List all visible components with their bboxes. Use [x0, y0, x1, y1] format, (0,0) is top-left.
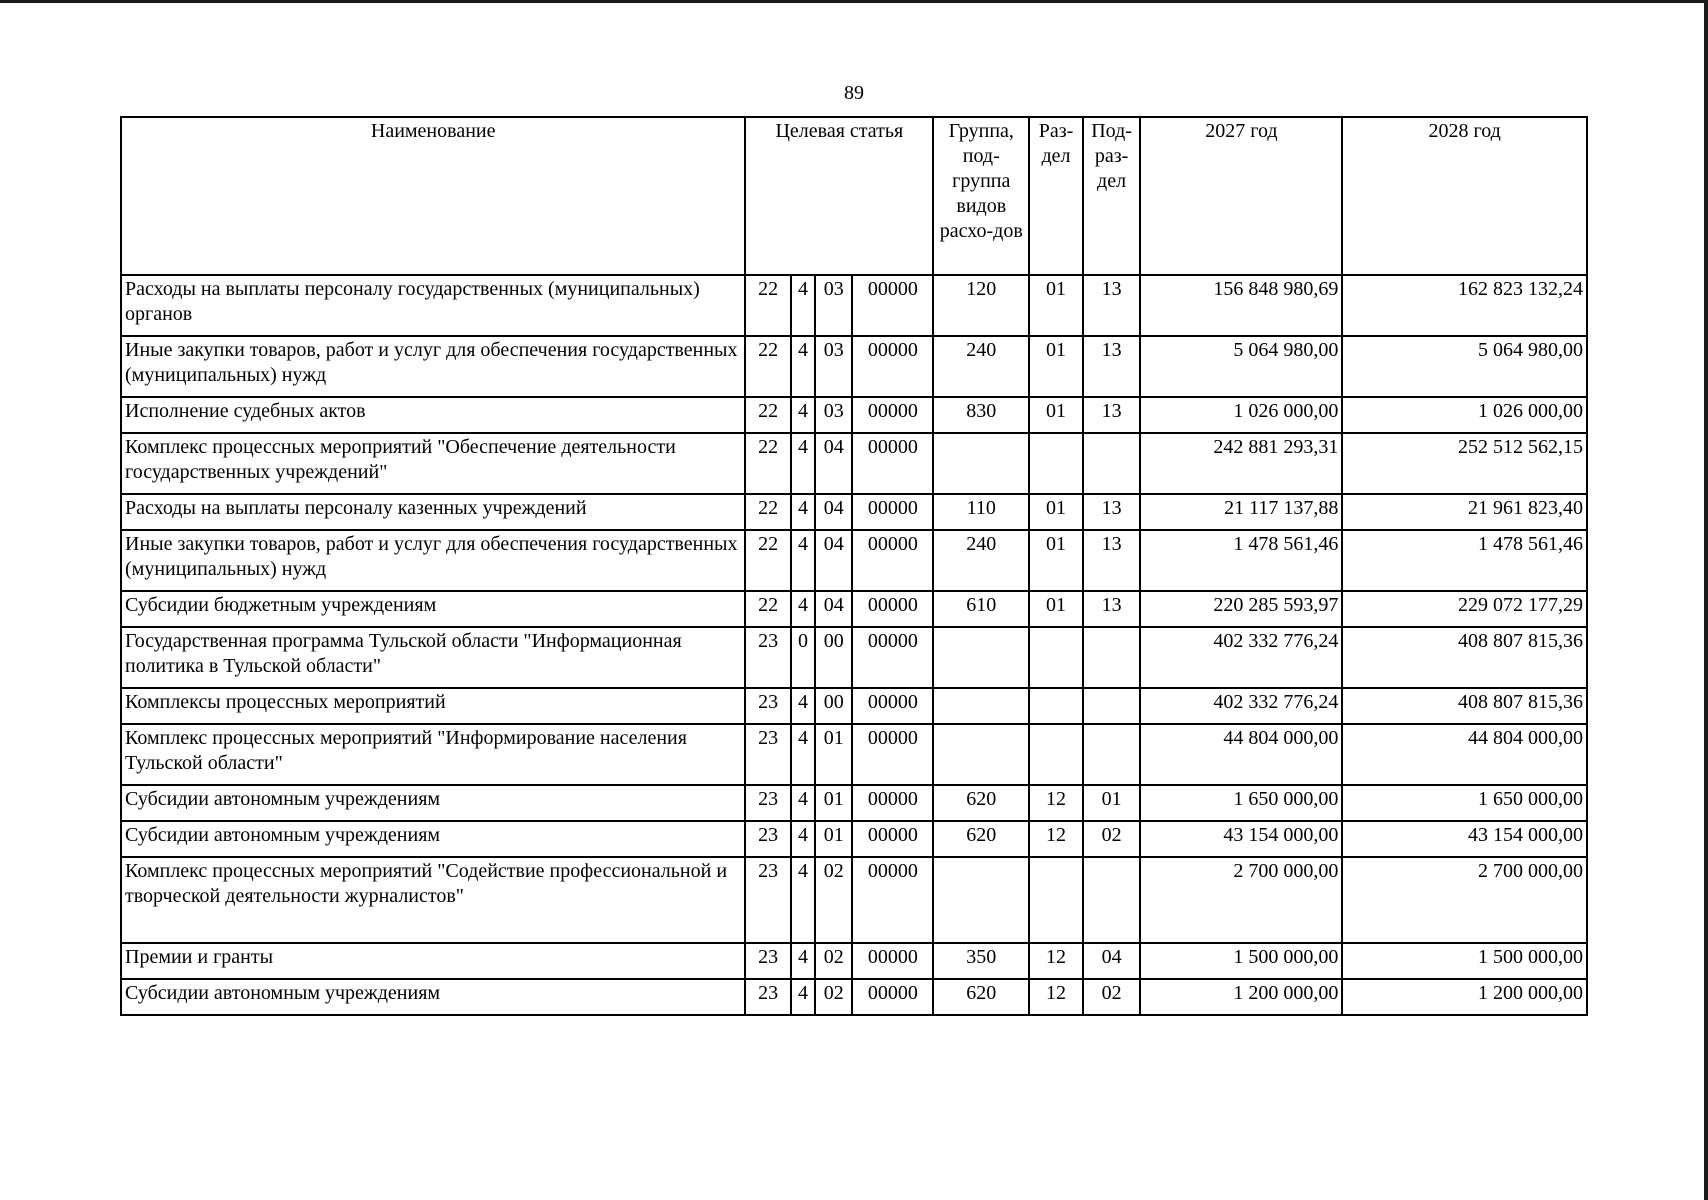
target-code-program: 23 — [745, 943, 790, 979]
table-row — [121, 433, 1587, 494]
target-code-direction: 00000 — [852, 979, 933, 1015]
target-code-program: 22 — [745, 397, 790, 433]
amount-2027-cell: 156 848 980,69 — [1140, 275, 1342, 336]
target-code-type: 4 — [791, 821, 815, 857]
row-name-cell: Комплекс процессных мероприятий "Информирование населения Тульской области" — [121, 724, 745, 785]
amount-2028-cell: 408 807 815,36 — [1342, 627, 1587, 688]
target-code-program: 22 — [745, 336, 790, 397]
target-code-complex: 03 — [815, 336, 852, 397]
target-code-complex: 00 — [815, 627, 852, 688]
target-code-type: 0 — [791, 627, 815, 688]
amount-2027-cell: 2 700 000,00 — [1140, 857, 1342, 943]
target-code-type: 4 — [791, 688, 815, 724]
scan-border-right — [1704, 0, 1708, 1200]
row-name-cell: Комплекс процессных мероприятий "Обеспечение деятельности государственных учреждений" — [121, 433, 745, 494]
amount-2027-cell: 402 332 776,24 — [1140, 627, 1342, 688]
target-code-complex: 04 — [815, 433, 852, 494]
expense-group-cell: 620 — [933, 821, 1029, 857]
table-row — [121, 397, 1587, 433]
amount-2027-cell: 220 285 593,97 — [1140, 591, 1342, 627]
header-2028: 2028 год — [1342, 117, 1587, 275]
expense-group-cell: 110 — [933, 494, 1029, 530]
target-code-direction: 00000 — [852, 857, 933, 943]
row-name-cell: Расходы на выплаты персоналу государственных (муниципальных) органов — [121, 275, 745, 336]
target-code-program: 23 — [745, 627, 790, 688]
target-code-type: 4 — [791, 397, 815, 433]
amount-2027-cell: 1 478 561,46 — [1140, 530, 1342, 591]
page-number: 89 — [844, 82, 864, 104]
target-code-type: 4 — [791, 724, 815, 785]
subsection-cell: 13 — [1083, 336, 1141, 397]
target-code-direction: 00000 — [852, 821, 933, 857]
amount-2028-cell: 21 961 823,40 — [1342, 494, 1587, 530]
expense-group-cell: 240 — [933, 336, 1029, 397]
header-expense-group: Группа, под-группа видов расхо-дов — [933, 117, 1029, 275]
target-code-program: 22 — [745, 433, 790, 494]
header-section: Раз-дел — [1029, 117, 1083, 275]
row-name-cell: Субсидии автономным учреждениям — [121, 785, 745, 821]
target-code-complex: 02 — [815, 943, 852, 979]
target-code-program: 23 — [745, 979, 790, 1015]
header-subsection: Под-раз-дел — [1083, 117, 1141, 275]
amount-2028-cell: 44 804 000,00 — [1342, 724, 1587, 785]
target-code-type: 4 — [791, 530, 815, 591]
target-code-direction: 00000 — [852, 943, 933, 979]
amount-2027-cell: 242 881 293,31 — [1140, 433, 1342, 494]
amount-2027-cell: 1 200 000,00 — [1140, 979, 1342, 1015]
table-row — [121, 943, 1587, 979]
subsection-cell: 13 — [1083, 591, 1141, 627]
target-code-complex: 04 — [815, 591, 852, 627]
expense-group-cell: 120 — [933, 275, 1029, 336]
subsection-cell: 13 — [1083, 530, 1141, 591]
amount-2028-cell: 1 500 000,00 — [1342, 943, 1587, 979]
row-name-cell: Иные закупки товаров, работ и услуг для обеспечения государственных (муниципальных) нужд — [121, 530, 745, 591]
subsection-cell: 13 — [1083, 275, 1141, 336]
target-code-complex: 02 — [815, 857, 852, 943]
target-code-complex: 03 — [815, 397, 852, 433]
subsection-cell — [1083, 688, 1141, 724]
amount-2028-cell: 1 026 000,00 — [1342, 397, 1587, 433]
section-cell: 01 — [1029, 336, 1083, 397]
table-header-row — [121, 117, 1587, 275]
row-name-cell: Субсидии автономным учреждениям — [121, 821, 745, 857]
target-code-direction: 00000 — [852, 397, 933, 433]
target-code-direction: 00000 — [852, 591, 933, 627]
target-code-type: 4 — [791, 857, 815, 943]
amount-2028-cell: 2 700 000,00 — [1342, 857, 1587, 943]
row-name-cell: Расходы на выплаты персоналу казенных учреждений — [121, 494, 745, 530]
amount-2028-cell: 229 072 177,29 — [1342, 591, 1587, 627]
table-row — [121, 785, 1587, 821]
amount-2027-cell: 1 650 000,00 — [1140, 785, 1342, 821]
table-row — [121, 688, 1587, 724]
target-code-direction: 00000 — [852, 530, 933, 591]
table-row — [121, 494, 1587, 530]
target-code-program: 23 — [745, 724, 790, 785]
expense-group-cell — [933, 627, 1029, 688]
target-code-direction: 00000 — [852, 275, 933, 336]
target-code-direction: 00000 — [852, 688, 933, 724]
target-code-complex: 03 — [815, 275, 852, 336]
table-row — [121, 724, 1587, 785]
target-code-complex: 01 — [815, 785, 852, 821]
subsection-cell: 02 — [1083, 979, 1141, 1015]
target-code-program: 22 — [745, 494, 790, 530]
subsection-cell: 04 — [1083, 943, 1141, 979]
target-code-type: 4 — [791, 785, 815, 821]
subsection-cell — [1083, 627, 1141, 688]
target-code-complex: 02 — [815, 979, 852, 1015]
section-cell: 12 — [1029, 979, 1083, 1015]
target-code-program: 23 — [745, 688, 790, 724]
target-code-program: 22 — [745, 275, 790, 336]
target-code-complex: 01 — [815, 821, 852, 857]
row-name-cell: Комплекс процессных мероприятий "Содействие профессиональной и творческой деятельности журналистов" — [121, 857, 745, 943]
table-row — [121, 627, 1587, 688]
table-row — [121, 979, 1587, 1015]
target-code-type: 4 — [791, 979, 815, 1015]
amount-2027-cell: 1 500 000,00 — [1140, 943, 1342, 979]
amount-2027-cell: 1 026 000,00 — [1140, 397, 1342, 433]
table-row — [121, 821, 1587, 857]
header-2027: 2027 год — [1140, 117, 1342, 275]
expense-group-cell: 240 — [933, 530, 1029, 591]
section-cell: 12 — [1029, 943, 1083, 979]
section-cell — [1029, 724, 1083, 785]
amount-2028-cell: 252 512 562,15 — [1342, 433, 1587, 494]
target-code-type: 4 — [791, 494, 815, 530]
expense-group-cell: 620 — [933, 979, 1029, 1015]
table-row — [121, 336, 1587, 397]
row-name-cell: Премии и гранты — [121, 943, 745, 979]
target-code-program: 23 — [745, 857, 790, 943]
target-code-direction: 00000 — [852, 336, 933, 397]
target-code-program: 23 — [745, 821, 790, 857]
table-row — [121, 857, 1587, 943]
amount-2028-cell: 162 823 132,24 — [1342, 275, 1587, 336]
target-code-type: 4 — [791, 336, 815, 397]
section-cell: 12 — [1029, 785, 1083, 821]
section-cell: 01 — [1029, 397, 1083, 433]
target-code-direction: 00000 — [852, 433, 933, 494]
subsection-cell — [1083, 433, 1141, 494]
section-cell — [1029, 433, 1083, 494]
row-name-cell: Субсидии автономным учреждениям — [121, 979, 745, 1015]
target-code-complex: 01 — [815, 724, 852, 785]
section-cell: 01 — [1029, 494, 1083, 530]
expense-group-cell — [933, 433, 1029, 494]
target-code-direction: 00000 — [852, 494, 933, 530]
amount-2028-cell: 5 064 980,00 — [1342, 336, 1587, 397]
budget-table — [120, 116, 1588, 1016]
amount-2027-cell: 21 117 137,88 — [1140, 494, 1342, 530]
target-code-complex: 04 — [815, 530, 852, 591]
target-code-type: 4 — [791, 943, 815, 979]
section-cell — [1029, 857, 1083, 943]
subsection-cell: 13 — [1083, 397, 1141, 433]
target-code-program: 23 — [745, 785, 790, 821]
amount-2027-cell: 402 332 776,24 — [1140, 688, 1342, 724]
target-code-program: 22 — [745, 591, 790, 627]
row-name-cell: Государственная программа Тульской области "Информационная политика в Тульской области" — [121, 627, 745, 688]
amount-2028-cell: 1 200 000,00 — [1342, 979, 1587, 1015]
table-row — [121, 530, 1587, 591]
amount-2028-cell: 43 154 000,00 — [1342, 821, 1587, 857]
section-cell — [1029, 688, 1083, 724]
row-name-cell: Исполнение судебных актов — [121, 397, 745, 433]
subsection-cell: 13 — [1083, 494, 1141, 530]
target-code-type: 4 — [791, 275, 815, 336]
expense-group-cell: 830 — [933, 397, 1029, 433]
amount-2027-cell: 43 154 000,00 — [1140, 821, 1342, 857]
target-code-direction: 00000 — [852, 627, 933, 688]
row-name-cell: Иные закупки товаров, работ и услуг для обеспечения государственных (муниципальных) нужд — [121, 336, 745, 397]
table-row — [121, 591, 1587, 627]
target-code-type: 4 — [791, 591, 815, 627]
amount-2028-cell: 408 807 815,36 — [1342, 688, 1587, 724]
row-name-cell: Комплексы процессных мероприятий — [121, 688, 745, 724]
table-row — [121, 275, 1587, 336]
amount-2028-cell: 1 650 000,00 — [1342, 785, 1587, 821]
section-cell: 12 — [1029, 821, 1083, 857]
section-cell — [1029, 627, 1083, 688]
expense-group-cell: 350 — [933, 943, 1029, 979]
target-code-complex: 00 — [815, 688, 852, 724]
expense-group-cell: 620 — [933, 785, 1029, 821]
expense-group-cell — [933, 857, 1029, 943]
scan-border-top — [0, 0, 1708, 3]
target-code-complex: 04 — [815, 494, 852, 530]
row-name-cell: Субсидии бюджетным учреждениям — [121, 591, 745, 627]
target-code-direction: 00000 — [852, 785, 933, 821]
section-cell: 01 — [1029, 275, 1083, 336]
subsection-cell — [1083, 724, 1141, 785]
section-cell: 01 — [1029, 591, 1083, 627]
amount-2027-cell: 5 064 980,00 — [1140, 336, 1342, 397]
subsection-cell — [1083, 857, 1141, 943]
target-code-direction: 00000 — [852, 724, 933, 785]
header-name: Наименование — [121, 117, 745, 275]
target-code-program: 22 — [745, 530, 790, 591]
expense-group-cell: 610 — [933, 591, 1029, 627]
target-code-type: 4 — [791, 433, 815, 494]
expense-group-cell — [933, 724, 1029, 785]
amount-2028-cell: 1 478 561,46 — [1342, 530, 1587, 591]
subsection-cell: 01 — [1083, 785, 1141, 821]
header-target-article: Целевая статья — [745, 117, 933, 275]
subsection-cell: 02 — [1083, 821, 1141, 857]
section-cell: 01 — [1029, 530, 1083, 591]
expense-group-cell — [933, 688, 1029, 724]
amount-2027-cell: 44 804 000,00 — [1140, 724, 1342, 785]
